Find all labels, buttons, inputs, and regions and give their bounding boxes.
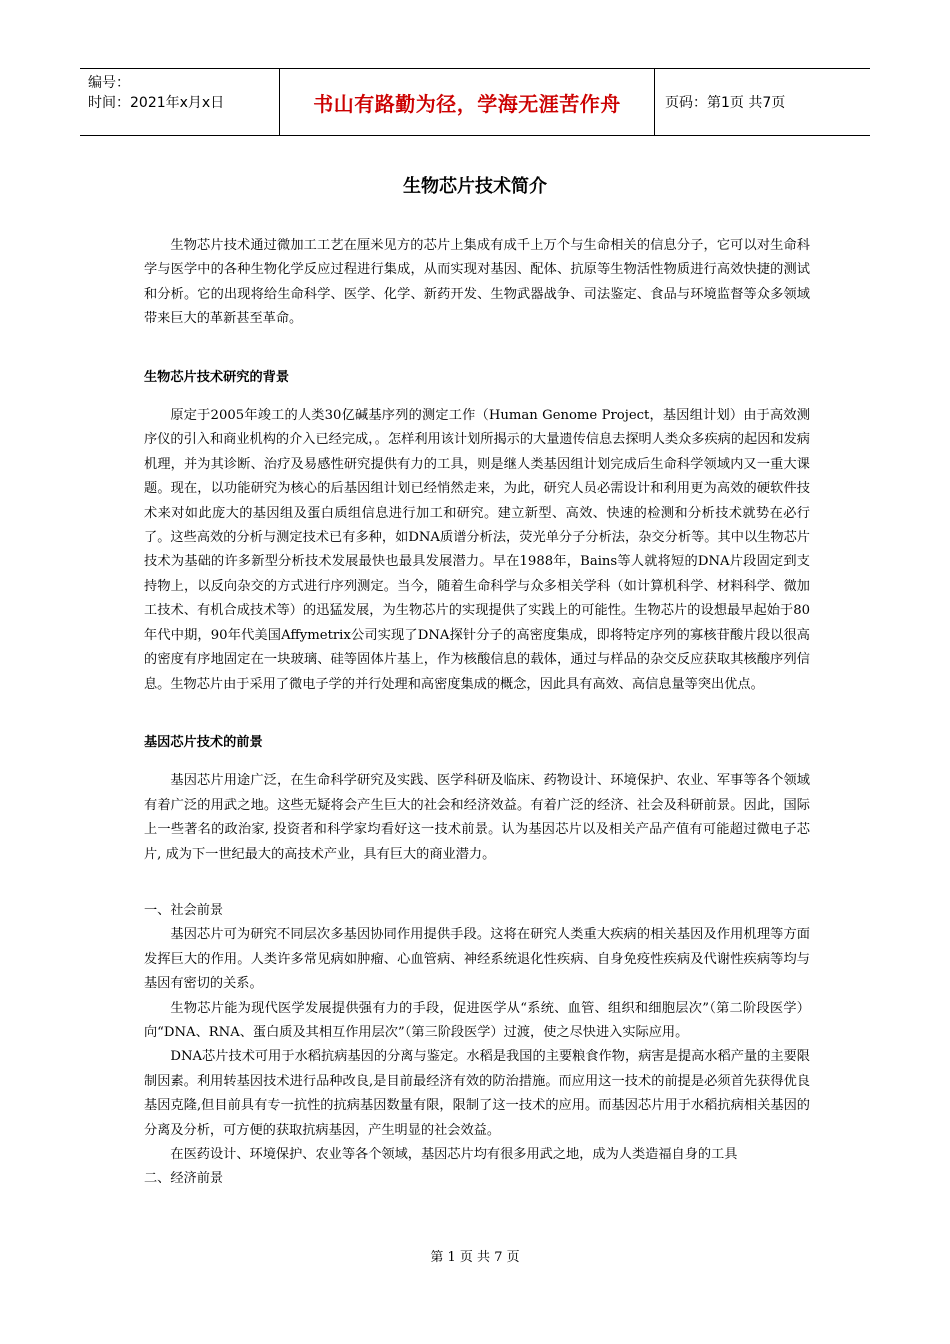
page-footer: 第 1 页 共 7 页 [430, 1250, 520, 1265]
prospects-paragraph: 基因芯片用途广泛，在生命科学研究及实践、医学科研及临床、药物设计、环境保护、农业、军事等各个领域有着广泛的用武之地。这些无疑将会产生巨大的社会和经济效益。有着广泛的经济、社会及科研前景。因此，国际上一些著名的政治家, 投资者和科学家均看好这一技术前景。认为基因芯片以及相关产品产值有可能超过微电子芯片, 成为下一世纪最大的高技术产业，具有巨大的商业潜力。 [144, 773, 810, 862]
social-paragraph-1: 基因芯片可为研究不同层次多基因协同作用提供手段。这将在研究人类重大疾病的相关基因及作用机理等方面发挥巨大的作用。人类许多常见病如肿瘤、心血管病、神经系统退化性疾病、自身免疫性疾病及代谢性疾病等均与基因有密切的关系。 [144, 927, 810, 992]
intro-paragraph: 生物芯片技术通过微加工工艺在厘米见方的芯片上集成有成千上万个与生命相关的信息分子，它可以对生命科学与医学中的各种生物化学反应过程进行集成，从而实现对基因、配体、抗原等生物活性物质进行高效快捷的测试和分析。它的出现将给生命科学、医学、化学、新药开发、生物武器战争、司法鉴定、食品与环境监督等众多领域带来巨大的革新甚至革命。 [144, 238, 810, 327]
document-title: 生物芯片技术简介 [403, 176, 547, 197]
section-heading-background: 生物芯片技术研究的背景 [144, 369, 290, 385]
economic-heading: 二、经济前景 [144, 1171, 224, 1187]
header-page-label: 页码：第1页 共7页 [665, 95, 786, 111]
document-body [144, 234, 810, 1192]
header-meta [80, 69, 280, 135]
section-heading-prospects: 基因芯片技术的前景 [144, 734, 263, 750]
social-paragraph-2: 生物芯片能为现代医学发展提供强有力的手段，促进医学从“系统、血管、组织和细胞层次”（第二阶段医学）向“DNA、RNA、蛋白质及其相互作用层次”（第三阶段医学）过渡，使之尽快进入实际应用。 [144, 1000, 810, 1040]
number-label: 编号： [88, 75, 130, 91]
social-heading: 一、社会前景 [144, 902, 224, 918]
social-paragraph-3: DNA芯片技术可用于水稻抗病基因的分离与鉴定。水稻是我国的主要粮食作物，病害是提高水稻产量的主要限制因素。利用转基因技术进行品种改良,是目前最经济有效的防治措施。而应用这一技术的前提是必须首先获得优良基因克隆,但目前具有专一抗性的抗病基因数量有限，限制了这一技术的应用。而基因芯片用于水稻抗病相关基因的分离及分析，可方便的获取抗病基因，产生明显的社会效益。 [144, 1049, 810, 1138]
page-header [80, 68, 870, 136]
header-motto: 书山有路勤为径，学海无涯苦作舟 [280, 69, 655, 135]
time-label: 时间：2021年x月x日 [88, 95, 225, 111]
background-paragraph: 原定于2005年竣工的人类30亿碱基序列的测定工作（Human Genome Project，基因组计划）由于高效测序仪的引入和商业机构的介入已经完成，。怎样利用该计划所揭示的大量遗传信息去探明人类众多疾病的起因和发病机理，并为其诊断、治疗及易感性研究提供有力的工具，则是继人类基因组计划完成后生命科学领域内又一重大课题。现在，以功能研究为核心的后基因组计划已经悄然走来，为此，研究人员必需设计和利用更为高效的硬软件技术来对如此庞大的基因组及蛋白质组信息进行加工和研究。建立新型、高效、快速的检测和分析技术就势在必行了。这些高效的分析与测定技术已有多种，如DNA质谱分析法，荧光单分子分析法，杂交分析等。其中以生物芯片技术为基础的许多新型分析技术发展最快也最具发展潜力。早在1988年，Bains等人就将短的DNA片段固定到支持物上，以反向杂交的方式进行序列测定。当今，随着生命科学与众多相关学科（如计算机科学、材料科学、微加工技术、有机合成技术等）的迅猛发展，为生物芯片的实现提供了实践上的可能性。生物芯片的设想最早起始于80年代中期，90年代美国Affymetrix公司实现了DNA探针分子的高密度集成，即将特定序列的寡核苷酸片段以很高的密度有序地固定在一块玻璃、硅等固体片基上，作为核酸信息的载体，通过与样品的杂交反应获取其核酸序列信息。生物芯片由于采用了微电子学的并行处理和高密度集成的概念，因此具有高效、高信息量等突出优点。 [144, 408, 810, 692]
social-paragraph-4: 在医药设计、环境保护、农业等各个领域，基因芯片均有很多用武之地，成为人类造福自身的工具 [170, 1147, 738, 1162]
